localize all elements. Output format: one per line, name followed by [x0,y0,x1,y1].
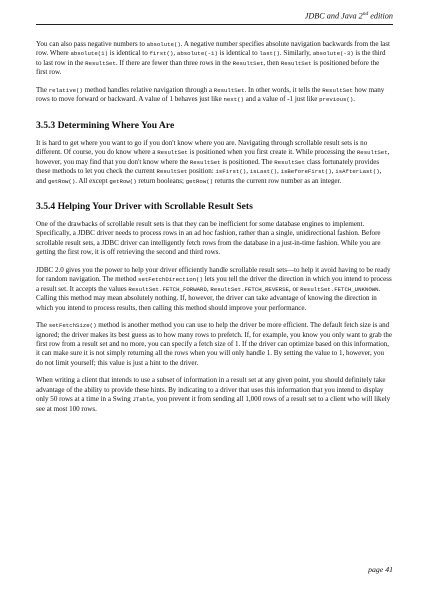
paragraph-fetch-direction: JDBC 2.0 gives you the power to help your driver efficiently handle scrollable result sets—to help it avoid having to be ready for random navigation. The method setFetchDirection() lets you tell the driver the direction in which you intend to process a result set. It accepts the values ResultSet.FETCH_FORWARD, ResultSet.FETCH_REVERSE, or ResultSet.FETCH_UNKNOWN. Calling this method may mean absolutely nothing. If, however, the driver can take advantage of knowing the direction in which you intend to process results, then calling this method should improve your performance. [36,265,392,312]
body-text [36,40,392,422]
paragraph-determining-position: It is hard to get where you want to go if you don't know where you are. Navigating through scrollable result sets is no different. Of course, you do know where a ResultSet is positioned when you first create it. While processing the ResultSet, however, you may find that you don't know where the ResultSet is positioned. The ResultSet class fortunately provides these methods to let you check the current ResultSet position: isFirst(), isLast(), isBeforeFirst(), isAfterLast(), and getRow(). All except getRow() return booleans; getRow() returns the current row number as an integer. [36,138,390,185]
paragraph-drawbacks: One of the drawbacks of scrollable result sets is that they can be inefficient for some database engines to implement. Specifically, a JDBC driver needs to process rows in an ad hoc fashion, rather than a single, unidirectional fashion. Before scrollable result sets, a JDBC driver can intelligently fetch rows from the database in a just-in-time fashion. While you are getting the first row, it is off retrieving the second and third rows. [36,219,381,257]
paragraph-client-hints: When writing a client that intends to use a subset of information in a result set at any given point, you should definitely take advantage of the ability to provide these hints. By indicating to a driver that uses this information that you intend to display only 50 rows at a time in a Swing JTable, you prevent it from sending all 1,000 rows of a result set to a client who will likely see at most 100 rows. [36,376,391,413]
running-header [305,11,393,21]
page-number: page 41 [368,565,393,574]
header-title: JDBC and Java 2 [304,11,363,21]
section-heading-3-5-3: 3.5.3 Determining Where You Are [36,119,175,131]
header-title-sup: nd [362,11,369,17]
paragraph-fetch-size: The setFetchSize() method is another method you can use to help the driver be more efficient. The default fetch size is and ignored; the driver makes its best guess as to how many rows to prefetch. If, for example, you know you only want to grab the first row from a result set and no more, you can specify a fetch size of 1. If the driver can optimize based on this information, it can make sure it is not simply returning all the rows when you will only handle 1. By setting the value to 1, however, you do not limit yourself; this value is just a hint to the driver. [36,321,392,367]
header-rule [36,24,393,25]
header-edition: edition [368,11,393,21]
paragraph-relative: The relative() method handles relative navigation through a ResultSet. In other words, it tells the ResultSet how many rows to move forward or backward. A value of 1 behaves just like next() and a value of -1 just like previous(). [36,85,385,104]
paragraph-absolute-negative: You can also pass negative numbers to absolute(). A negative number specifies absolute navigation backwards from the last row. Where absolute(1) is identical to first(), absolute(-1) is identical to last(). Similarly, absolute(-3) is the third to last row in the ResultSet. If there are fewer than three rows in the ResultSet, then ResultSet is positioned before the first row. [36,40,390,77]
section-heading-3-5-4: 3.5.4 Helping Your Driver with Scrollable Result Sets [36,200,253,212]
